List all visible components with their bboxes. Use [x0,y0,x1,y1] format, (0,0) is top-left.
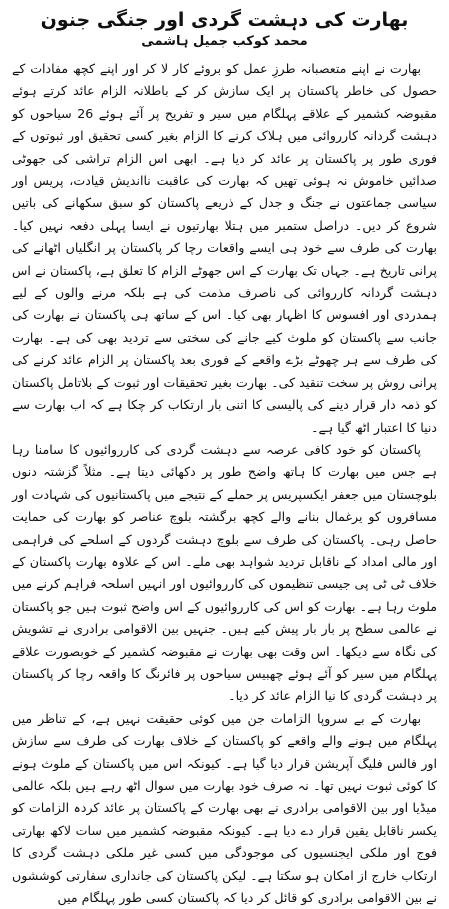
article-paragraph: بھارت کے بے سروپا الزامات جن میں کوئی حقیقت نہیں ہے، کے تناظر میں پہلگام میں ہونے والے واقعے کو پاکستان کے خلاف بھارت کی طرف سے سازش اور فالس فلیگ آپریشن قرار دیا گیا ہے۔ کیونکہ اس میں پاکستان کے ملوث ہونے کا کوئی ثبوت نہیں تھا۔ نہ صرف خود بھارت میں سوال اٹھ رہے ہیں بلکہ عالمی میڈیا اور بین الاقوامی برادری نے بھی بھارت کے پاکستان پر عائد کردہ الزامات کو یکسر ناقابل یقین قرار دے دیا ہے۔ کیونکہ مقبوضہ کشمیر میں سات لاکھ بھارتی فوج اور ملکی ایجنسیوں کی موجودگی میں کسی غیر ملکی دہشت گردی کا ارتکاب خارج از امکان ہو سکتا ہے۔ لیکن پاکستان کی جانداری سفارتی کوششوں نے بین الاقوامی برادری کو قائل کر دیا کہ پاکستان کسی طور پہلگام میں [12,710,437,906]
article-author: محمد کوکب جمیل ہاشمی [141,34,308,49]
article-headline: بھارت کی دہشت گردی اور جنگی جنون [40,9,409,31]
article-paragraph: پاکستان کو خود کافی عرصہ سے دہشت گردی کی کارروائیوں کا سامنا رہا ہے جس میں بھارت کا ہاتھ واضح طور پر دکھائی دیتا ہے۔ مثلاً گزشتہ دنوں بلوچستان میں جعفر ایکسپریس پر حملے کے نتیجے میں پاکستانیوں کی شہادت اور مسافروں کو یرغمال بنانے والے کچھ برگشتہ بلوچ عناصر کو بھارت کی حمایت حاصل رہی۔ پاکستان کی طرف سے بلوچ دہشت گردوں کے اسلحے کی فراہمی اور مالی امداد کے ناقابل تردید شواہد بھی ملے۔ اس کے علاوہ بھارت پاکستان کے خلاف ٹی ٹی پی جیسی تنظیموں کی کارروائیوں اور انہیں اسلحہ فراہم کرنے میں ملوث رہا ہے۔ بھارت کو اس کی کارروائیوں کے اس واضح ثبوت ہیں جو پاکستان نے عالمی سطح پر بار بار پیش کیے ہیں۔ جنہیں بین الاقوامی برادری نے تشویش کی نگاہ سے دیکھا۔ اس وقت بھی بھارت نے مقبوضہ کشمیر کے خوبصورت علاقے پہلگام میں سیر کو آئے ہوئے چھبیس سیاحوں پر فائرنگ کا واقعہ رچا کر پاکستان پر دہشت گردی کا نیا الزام عائد کر دیا۔ [12,441,437,704]
article-paragraph: بھارت نے اپنے متعصبانہ طرزِ عمل کو بروئے کار لا کر اور اپنے کچھ مفادات کے حصول کی خاطر پاکستان پر ایک سازش کر کے باطلانہ الزام عائد کرتے ہوئے مقبوضہ کشمیر کے علاقے پہلگام میں سیر و تفریح پر آئے ہوئے 26 سیاحوں کو دہشت گردانہ کارروائی میں ہلاک کرنے کا الزام بغیر کسی تحقیق اور ثبوتوں کے فوری طور پر پاکستان پر عائد کر دیا ہے۔ ابھی اس الزام تراشی کی جھوٹی صدائیں خاموش نہ ہوئی تھیں کہ بھارت کی عاقبت نااندیش قیادت، پریس اور سیاسی جماعتوں نے جنگ و جدل کے ذریعے پاکستان کو سبق سکھانے کی باتیں شروع کر دیں۔ دراصل ستمبر میں ہتلا بھارتیوں نے ایسا پہلی دفعہ نہیں کیا۔ بھارت کی طرف سے خود ہی ایسے واقعات رچا کر پاکستان پر انگلیاں اٹھانے کی پرانی تاریخ ہے۔ جہاں تک بھارت کے اس جھوٹے الزام کا تعلق ہے، پاکستان نے اس دہشت گردانہ کارروائی کی ناصرف مذمت کی ہے بلکہ مرنے والوں کے لیے ہمدردی اور افسوس کا اظہار بھی کیا۔ اس کے ساتھ ہی پاکستان نے بھارت کی جانب سے پاکستان کو ملوث کیے جانے کی سختی سے تردید بھی کی ہے۔ بھارت کی طرف سے ہر چھوٹے بڑے واقعے کے فوری بعد پاکستان پر الزام عائد کرنے کی پرانی روش پر سخت تنقید کی۔ بھارت بغیر تحقیقات اور ثبوت کے بلاتامل پاکستان کو ذمہ دار قرار دینے کی پالیسی کا اتنی بار ارتکاب کر چکا ہے کہ اب بھارت سے دنیا کا اعتبار اٹھ گیا ہے۔ [12,61,437,435]
article-body [12,58,437,909]
